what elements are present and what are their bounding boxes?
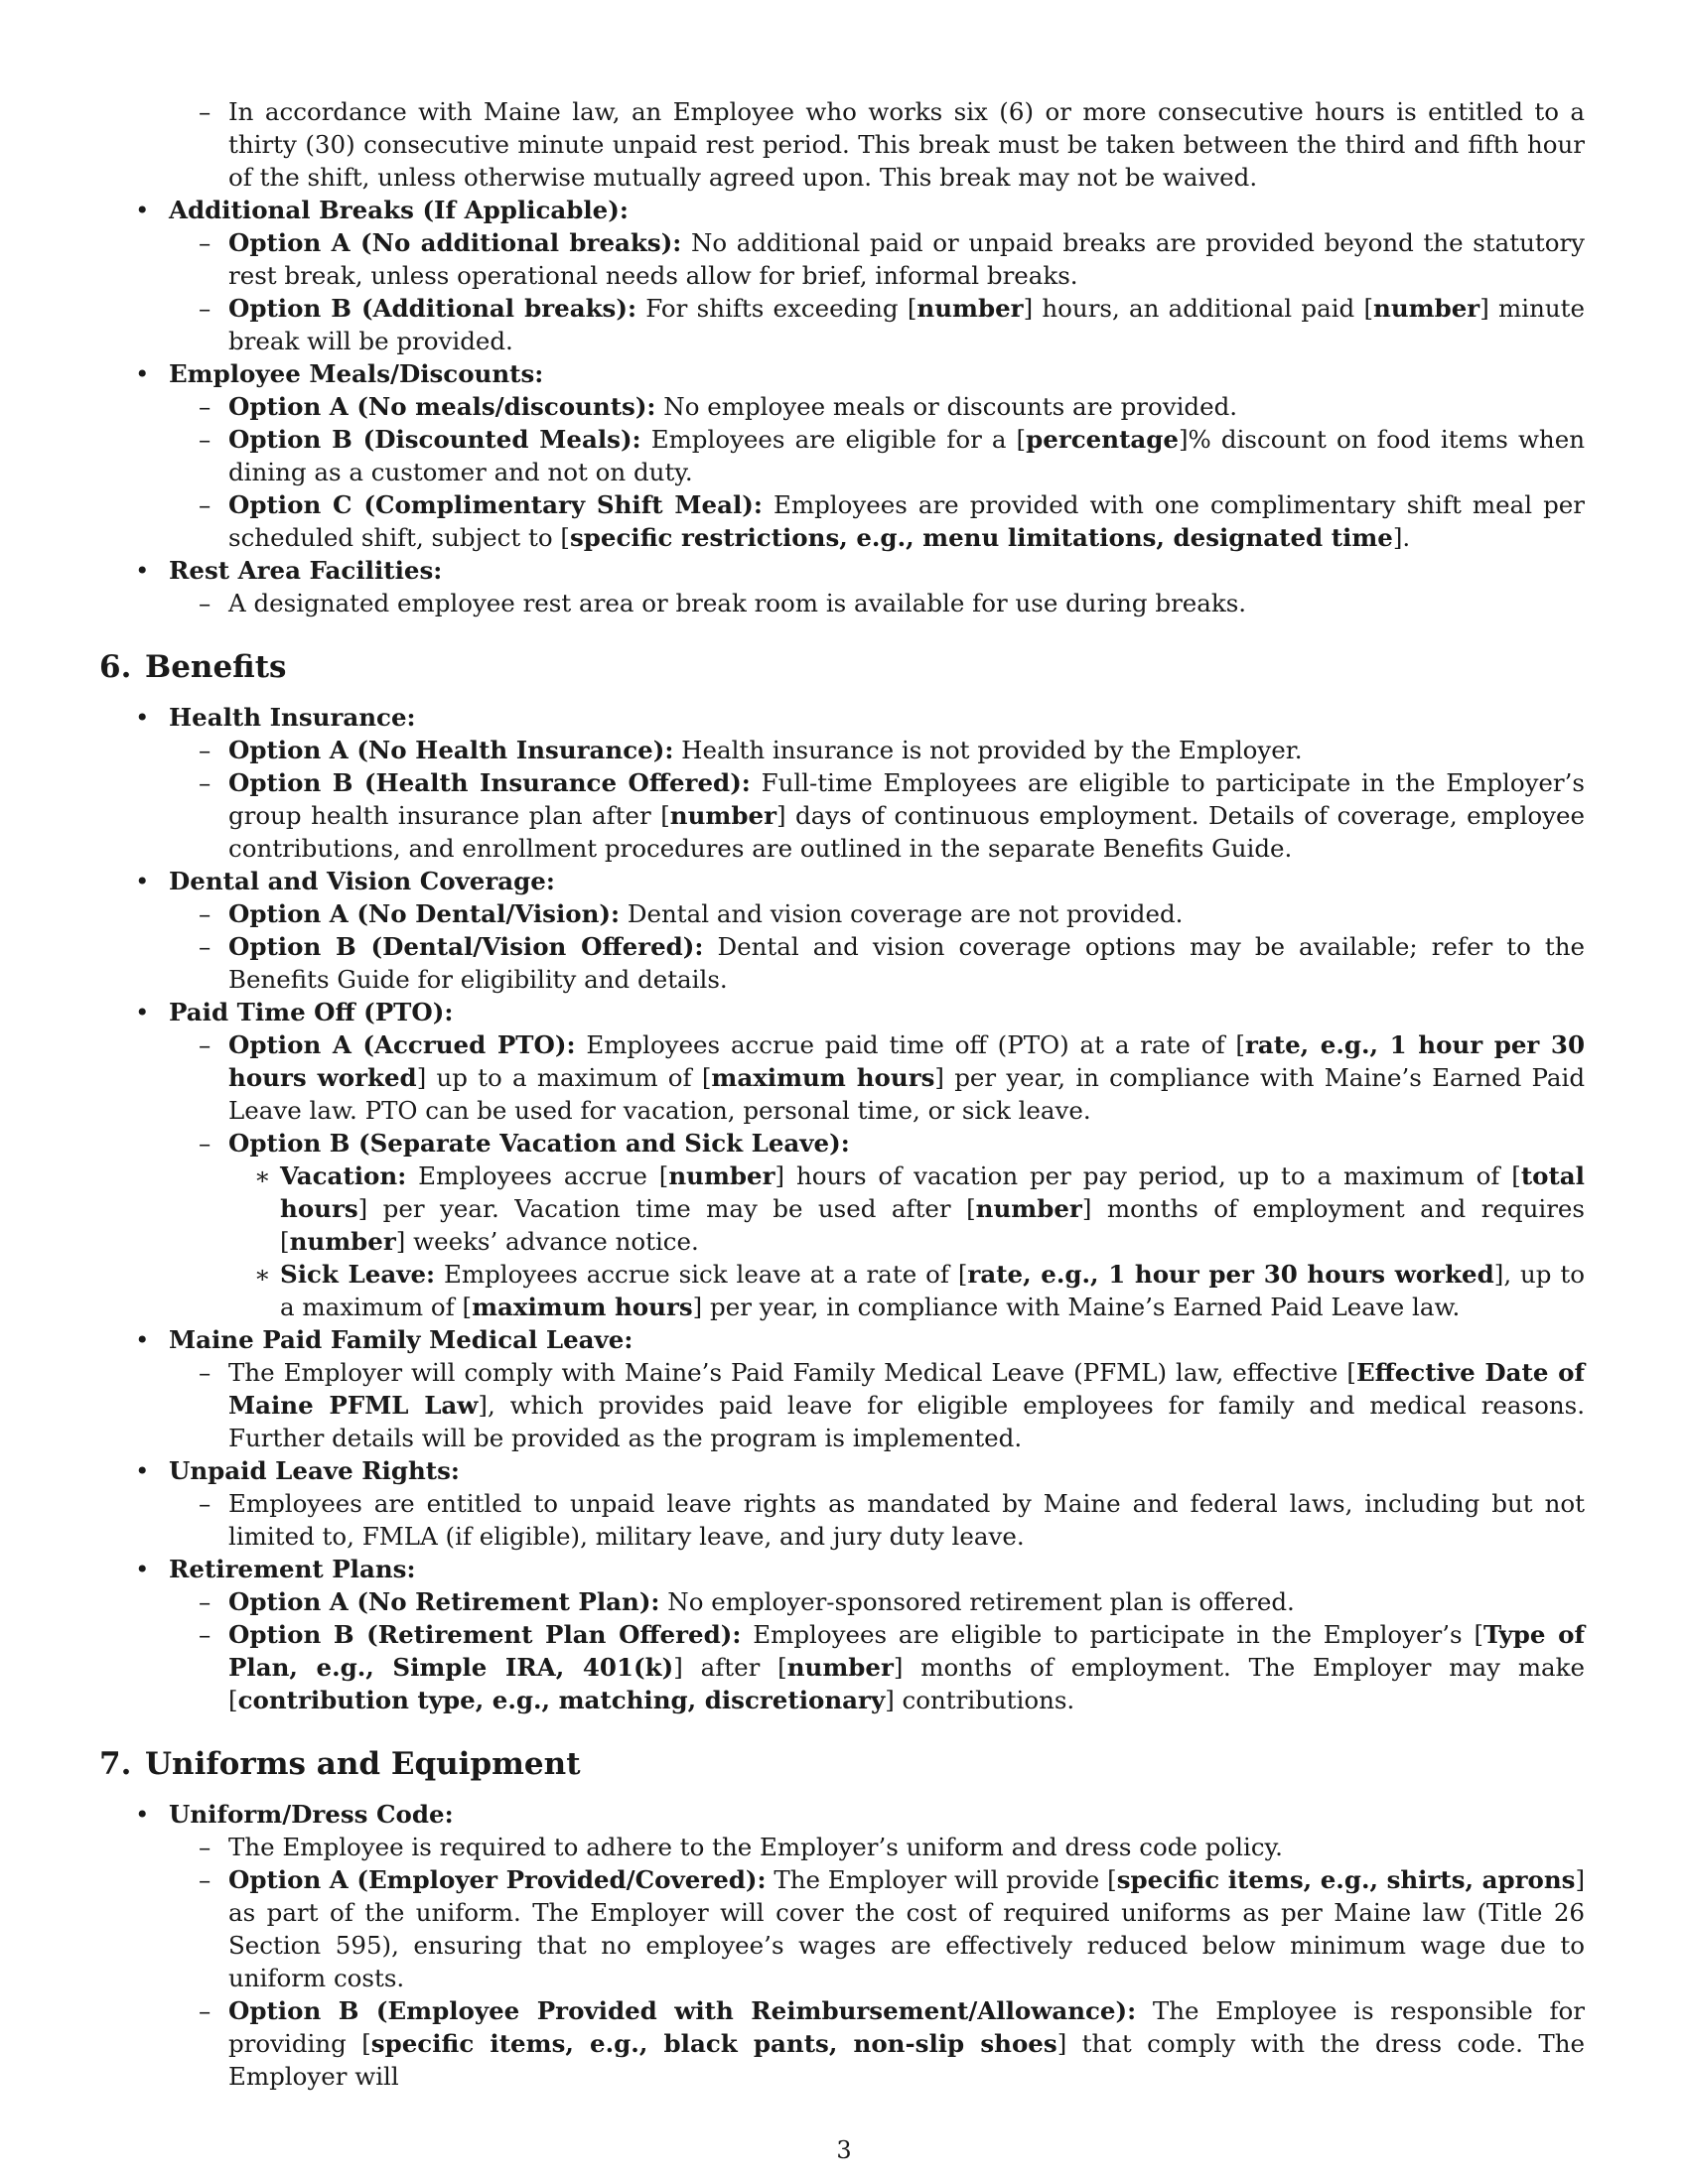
option-label: Option B (Employee Provided with Reimbursement/Allowance): xyxy=(228,1996,1137,2025)
meals-heading: Employee Meals/Discounts: xyxy=(169,359,544,388)
placeholder: number xyxy=(916,294,1024,323)
section-heading-uniforms xyxy=(99,1744,1585,1784)
list-item xyxy=(99,865,1585,996)
option-text: ] per year, in compliance with Maine’s Earned Paid Leave law. xyxy=(692,1293,1461,1321)
dental-vision-heading: Dental and Vision Coverage: xyxy=(169,867,555,895)
option-label: Option B (Dental/Vision Offered): xyxy=(228,932,704,961)
health-insurance-heading: Health Insurance: xyxy=(169,703,416,732)
list-item xyxy=(99,1798,1585,2093)
list-item xyxy=(169,390,1585,423)
placeholder: maximum hours xyxy=(472,1293,693,1321)
list-item xyxy=(169,226,1585,292)
list-item xyxy=(169,1831,1585,1863)
section-heading-benefits xyxy=(99,647,1585,687)
placeholder: specific restrictions, e.g., menu limitations, designated time xyxy=(569,523,1393,552)
list-item xyxy=(228,1160,1585,1258)
option-label: Option B (Separate Vacation and Sick Leave): xyxy=(228,1129,850,1158)
placeholder: number xyxy=(1373,294,1480,323)
option-label: Option A (No Dental/Vision): xyxy=(228,899,621,928)
placeholder: Effective Date of Maine PFML Law xyxy=(228,1358,1586,1420)
rest-period-list xyxy=(99,95,1585,194)
option-text: No employer-sponsored retirement plan is offered. xyxy=(659,1587,1295,1616)
rest-area-heading: Rest Area Facilities: xyxy=(169,556,443,585)
uniform-heading: Uniform/Dress Code: xyxy=(169,1800,454,1829)
option-text: Employees accrue [ xyxy=(406,1161,669,1190)
option-text: ] weeks’ advance notice. xyxy=(395,1227,699,1256)
placeholder: specific items, e.g., shirts, aprons xyxy=(1116,1865,1576,1894)
option-text: No employee meals or discounts are provided. xyxy=(655,392,1238,421)
placeholder: number xyxy=(669,801,776,830)
list-item xyxy=(99,996,1585,1323)
placeholder: number xyxy=(289,1227,396,1256)
option-label: Option B (Additional breaks): xyxy=(228,294,636,323)
option-label: Option A (No meals/discounts): xyxy=(228,392,656,421)
list-item xyxy=(169,1127,1585,1323)
section-title: Benefits xyxy=(145,649,287,685)
pto-heading: Paid Time Off (PTO): xyxy=(169,998,454,1026)
benefits-list xyxy=(99,701,1585,1716)
list-item xyxy=(99,194,1585,357)
option-label: Option C (Complimentary Shift Meal): xyxy=(228,490,763,519)
placeholder: specific items, e.g., black pants, non-slip shoes xyxy=(370,2029,1057,2058)
list-item xyxy=(99,1553,1585,1716)
list-item xyxy=(169,1487,1585,1553)
option-text: The Employee is responsible for providing [ xyxy=(228,1996,1585,2058)
placeholder: rate, e.g., 1 hour per 30 hours worked xyxy=(967,1260,1494,1289)
list-item xyxy=(99,1323,1585,1454)
option-label: Option A (No additional breaks): xyxy=(228,228,682,257)
list-item xyxy=(169,1994,1585,2093)
option-text: ], up to a maximum of [ xyxy=(280,1260,1585,1321)
placeholder: total hours xyxy=(280,1161,1585,1223)
option-text: ] after [ xyxy=(673,1653,787,1682)
option-label: Option B (Health Insurance Offered): xyxy=(228,768,751,797)
list-item xyxy=(99,1454,1585,1553)
option-text: Full-time Employees are eligible to participate in the Employer’s group health insurance plan after [ xyxy=(228,768,1585,830)
list-item xyxy=(169,930,1585,996)
placeholder: number xyxy=(975,1194,1082,1223)
section-number: 6. xyxy=(99,649,132,685)
section-number: 7. xyxy=(99,1746,132,1782)
option-text: – Employees are entitled to unpaid leave rights as mandated by Maine and federal laws, including but not limited to, FMLA (if eligible), military leave, and jury duty leave. xyxy=(228,1489,1585,1551)
option-label: Option A (Accrued PTO): xyxy=(228,1030,576,1059)
list-item xyxy=(169,734,1585,766)
list-item xyxy=(169,423,1585,488)
option-label: Option B (Discounted Meals): xyxy=(228,425,641,454)
option-text: Dental and vision coverage are not provided. xyxy=(620,899,1184,928)
placeholder: rate, e.g., 1 hour per 30 hours worked xyxy=(228,1030,1585,1092)
option-text: Employees accrue sick leave at a rate of [ xyxy=(435,1260,968,1289)
option-text: ] per year, in compliance with Maine’s Earned Paid Leave law. PTO can be used for vacation, personal time, or sick leave. xyxy=(228,1063,1586,1125)
option-text: For shifts exceeding [ xyxy=(636,294,917,323)
placeholder: percentage xyxy=(1026,425,1179,454)
placeholder: number xyxy=(786,1653,894,1682)
option-text: Employees are eligible to participate in the Employer’s [ xyxy=(741,1620,1484,1649)
option-text: – A designated employee rest area or break room is available for use during breaks. xyxy=(228,589,1247,617)
list-item xyxy=(169,587,1585,619)
option-label: Option B (Retirement Plan Offered): xyxy=(228,1620,742,1649)
option-text: ] minute break will be provided. xyxy=(228,294,1586,355)
option-text: ] hours of vacation per pay period, up to a maximum of [ xyxy=(774,1161,1521,1190)
option-label: Sick Leave: xyxy=(280,1260,436,1289)
list-item xyxy=(169,897,1585,930)
list-item xyxy=(169,1863,1585,1994)
list-item xyxy=(169,1585,1585,1618)
placeholder: contribution type, e.g., matching, discretionary xyxy=(237,1686,886,1714)
option-text: No additional paid or unpaid breaks are provided beyond the statutory rest break, unless operational needs allow for brief, informal breaks. xyxy=(228,228,1586,290)
option-text: ] that comply with the dress code. The Employer will xyxy=(228,2029,1586,2091)
placeholder: number xyxy=(668,1161,775,1190)
option-text: The Employer will provide [ xyxy=(766,1865,1117,1894)
list-item xyxy=(169,488,1585,554)
option-text: ] months of employment. The Employer may make [ xyxy=(228,1653,1585,1714)
placeholder: Type of Plan, e.g., Simple IRA, 401(k) xyxy=(228,1620,1585,1682)
option-text: ] per year. Vacation time may be used after [ xyxy=(357,1194,976,1223)
uniforms-list xyxy=(99,1798,1585,2093)
section-title: Uniforms and Equipment xyxy=(145,1746,581,1782)
option-text: ]. xyxy=(1392,523,1411,552)
option-label: Option A (No Retirement Plan): xyxy=(228,1587,660,1616)
page-number: 3 xyxy=(836,2136,852,2164)
unpaid-leave-heading: Unpaid Leave Rights: xyxy=(169,1456,460,1485)
retirement-heading: Retirement Plans: xyxy=(169,1555,416,1583)
pfml-heading: Maine Paid Family Medical Leave: xyxy=(169,1325,633,1354)
option-text: Employees are provided with one complimentary shift meal per scheduled shift, subject to [ xyxy=(228,490,1585,552)
option-text: ] hours, an additional paid [ xyxy=(1023,294,1374,323)
option-text: The Employer will comply with Maine’s Paid Family Medical Leave (PFML) law, effective [ xyxy=(228,1358,1356,1387)
option-text: ] months of employment and requires [ xyxy=(280,1194,1585,1256)
rest-period-text: – In accordance with Maine law, an Employee who works six (6) or more consecutive hours is entitled to a thirty (30) consecutive minute unpaid rest period. This break must be taken between the third and fifth hour of the shift, unless otherwise mutually agreed upon. This break may not be waived. xyxy=(228,97,1585,192)
breaks-list xyxy=(99,194,1585,619)
option-label: Vacation: xyxy=(280,1161,407,1190)
option-text: Employees accrue paid time off (PTO) at a rate of [ xyxy=(575,1030,1245,1059)
option-label: Option A (Employer Provided/Covered): xyxy=(228,1865,767,1894)
list-item xyxy=(169,1028,1585,1127)
option-text: ] days of continuous employment. Details of coverage, employee contributions, and enrollment procedures are outlined in the separate Benefits Guide. xyxy=(228,801,1586,863)
option-text: – The Employee is required to adhere to the Employer’s uniform and dress code policy. xyxy=(228,1833,1283,1861)
list-item xyxy=(169,292,1585,357)
document-page xyxy=(99,95,1585,2093)
option-text: ]% discount on food items when dining as a customer and not on duty. xyxy=(228,425,1585,486)
additional-breaks-heading: Additional Breaks (If Applicable): xyxy=(169,196,629,224)
list-item xyxy=(169,1618,1585,1716)
option-label: Option A (No Health Insurance): xyxy=(228,736,674,764)
list-item xyxy=(169,1356,1585,1454)
list-item xyxy=(99,701,1585,865)
list-item xyxy=(99,357,1585,554)
list-item xyxy=(169,766,1585,865)
option-text: Health insurance is not provided by the Employer. xyxy=(673,736,1303,764)
option-text: ], which provides paid leave for eligible employees for family and medical reasons. Further details will be provided as the program is implemented. xyxy=(228,1391,1585,1452)
option-text: Dental and vision coverage options may be available; refer to the Benefits Guide for eligibility and details. xyxy=(228,932,1585,994)
placeholder: maximum hours xyxy=(711,1063,935,1092)
option-text: Employees are eligible for a [ xyxy=(640,425,1027,454)
list-item xyxy=(99,554,1585,619)
option-text: ] up to a maximum of [ xyxy=(416,1063,712,1092)
option-text: ] as part of the uniform. The Employer will cover the cost of required uniforms as per Maine law (Title 26 Section 595), ensuring that no employee’s wages are effectively reduced below minimum wage due to uniform costs. xyxy=(228,1865,1585,1992)
list-item xyxy=(228,95,1585,194)
option-text: ] contributions. xyxy=(885,1686,1075,1714)
list-item xyxy=(228,1258,1585,1323)
